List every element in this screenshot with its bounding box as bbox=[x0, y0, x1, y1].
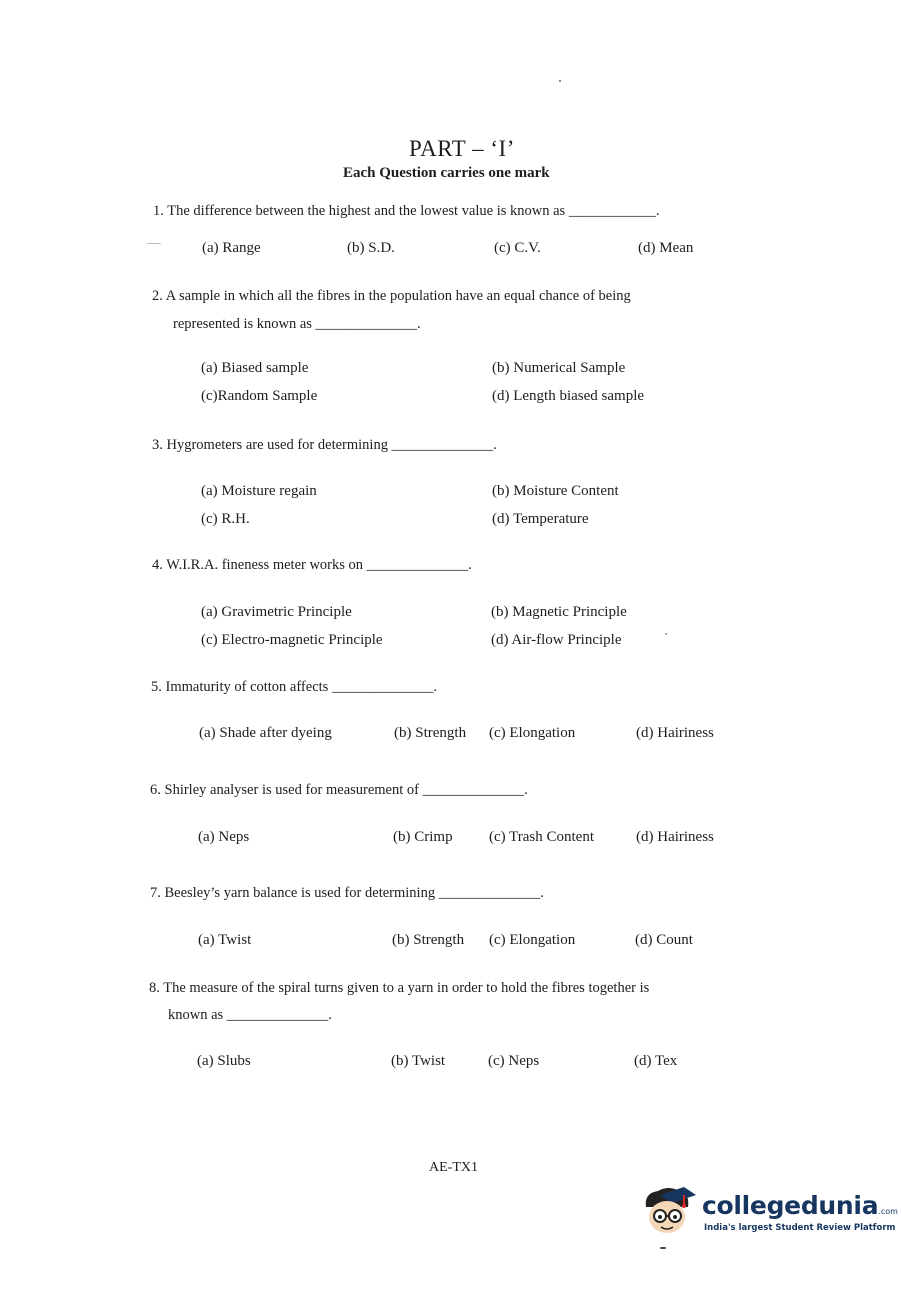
question-7-option-d: (d) Count bbox=[635, 932, 693, 948]
question-2-option-c: (c)Random Sample bbox=[201, 388, 318, 404]
question-7-option-a: (a) Twist bbox=[198, 932, 252, 948]
question-2-text-continued: represented is known as ______________. bbox=[173, 316, 421, 332]
scan-speck bbox=[660, 1247, 666, 1249]
question-5-option-a: (a) Shade after dyeing bbox=[199, 725, 332, 741]
question-8-text-continued: known as ______________. bbox=[168, 1007, 332, 1023]
question-8-text: 8. The measure of the spiral turns given to a yarn in order to hold the fibres together is bbox=[149, 980, 650, 996]
question-8-option-d: (d) Tex bbox=[634, 1053, 678, 1069]
question-7-option-b: (b) Strength bbox=[392, 932, 465, 948]
question-7-option-c: (c) Elongation bbox=[489, 932, 576, 948]
question-2-option-b: (b) Numerical Sample bbox=[492, 360, 626, 376]
question-8-option-c: (c) Neps bbox=[488, 1053, 540, 1069]
page-title: PART – ‘I’ bbox=[409, 136, 515, 161]
question-3-option-c: (c) R.H. bbox=[201, 511, 250, 527]
question-5-option-c: (c) Elongation bbox=[489, 725, 576, 741]
question-6-option-d: (d) Hairiness bbox=[636, 829, 714, 845]
scan-speck bbox=[147, 243, 161, 244]
question-6-option-c: (c) Trash Content bbox=[489, 829, 594, 845]
question-1-option-d: (d) Mean bbox=[638, 240, 694, 256]
question-4-option-a: (a) Gravimetric Principle bbox=[201, 604, 352, 620]
student-mascot-icon bbox=[638, 1183, 700, 1245]
scan-speck bbox=[559, 80, 561, 82]
question-3-option-d: (d) Temperature bbox=[492, 511, 589, 527]
question-1-option-a: (a) Range bbox=[202, 240, 261, 256]
logo-domain-suffix: .com bbox=[878, 1207, 898, 1216]
question-2-option-a: (a) Biased sample bbox=[201, 360, 309, 376]
question-3-text: 3. Hygrometers are used for determining ______________. bbox=[152, 437, 497, 453]
question-6-option-a: (a) Neps bbox=[198, 829, 250, 845]
question-5-text: 5. Immaturity of cotton affects ______________. bbox=[151, 679, 438, 695]
question-2-option-d: (d) Length biased sample bbox=[492, 388, 645, 404]
question-1-text: 1. The difference between the highest and the lowest value is known as ____________. bbox=[153, 203, 660, 219]
page-footer-code: AE-TX1 bbox=[429, 1160, 478, 1175]
question-6-option-b: (b) Crimp bbox=[393, 829, 453, 845]
question-5-option-b: (b) Strength bbox=[394, 725, 467, 741]
question-8-option-b: (b) Twist bbox=[391, 1053, 446, 1069]
page-subtitle: Each Question carries one mark bbox=[343, 165, 550, 181]
question-5-option-d: (d) Hairiness bbox=[636, 725, 714, 741]
question-1-option-c: (c) C.V. bbox=[494, 240, 541, 256]
question-6-text: 6. Shirley analyser is used for measurement of ______________. bbox=[150, 782, 528, 798]
question-2-text: 2. A sample in which all the fibres in the population have an equal chance of being bbox=[152, 288, 631, 304]
question-3-option-b: (b) Moisture Content bbox=[492, 483, 619, 499]
logo-wordmark: collegedunia bbox=[702, 1191, 879, 1220]
question-7-text: 7. Beesley’s yarn balance is used for determining ______________. bbox=[150, 885, 544, 901]
scan-speck bbox=[665, 633, 667, 635]
logo-tagline: India's largest Student Review Platform bbox=[704, 1223, 896, 1233]
question-1-option-b: (b) S.D. bbox=[347, 240, 395, 256]
collegedunia-logo bbox=[638, 1183, 898, 1243]
question-4-text: 4. W.I.R.A. fineness meter works on ______________. bbox=[152, 557, 472, 573]
question-8-option-a: (a) Slubs bbox=[197, 1053, 251, 1069]
question-4-option-c: (c) Electro-magnetic Principle bbox=[201, 632, 383, 648]
question-4-option-d: (d) Air-flow Principle bbox=[491, 632, 622, 648]
question-4-option-b: (b) Magnetic Principle bbox=[491, 604, 627, 620]
question-3-option-a: (a) Moisture regain bbox=[201, 483, 317, 499]
